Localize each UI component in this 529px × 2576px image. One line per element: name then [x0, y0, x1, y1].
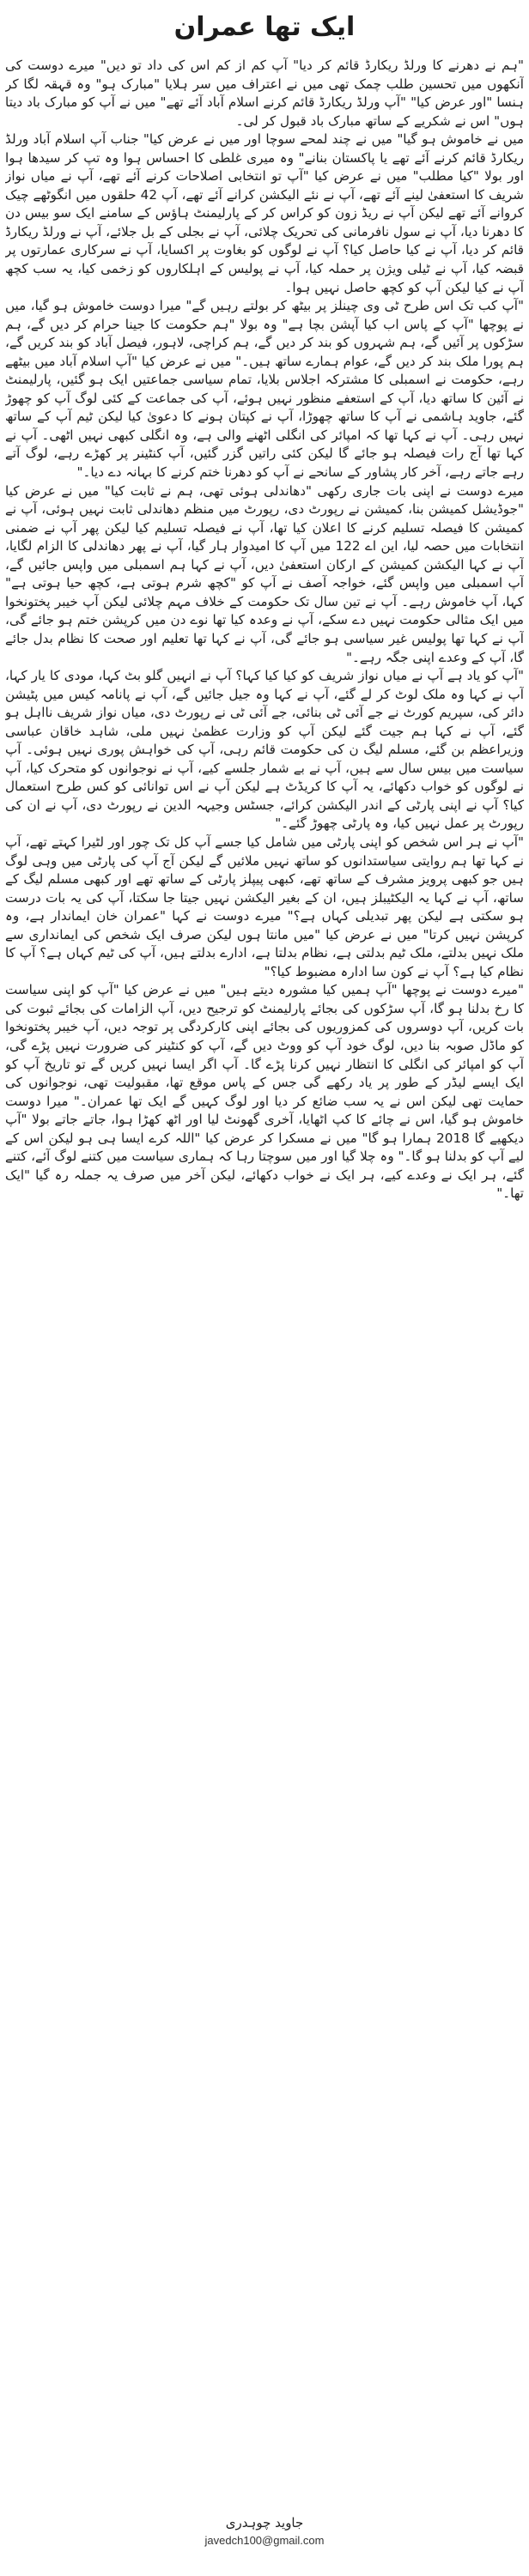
paragraph-3: "آپ کب تک اس طرح ٹی وی چینلز پر بیٹھ کر بولتے رہیں گے" میرا دوست خاموش ہو گیا، میں نے پوچھا "آپ کے پاس اب کیا آپشن بچا ہے" وہ بولا "ہم حکومت کا جینا حرام کر دیں گے، ہم سڑکوں پر آئیں گے، ہم شہروں کو بند کر دیں گے، ہم کراچی، لاہور، فیصل آباد کو بند کریں گے، ہم پورا ملک بند کر دیں گے، عوام ہمارے ساتھ ہیں۔" میں نے عرض کیا "آپ اسلام آباد میں بیٹھے رہے، حکومت نے اسمبلی کا مشترکہ اجلاس بلایا، تمام سیاسی جماعتیں ایک ہو گئیں، پارلیمنٹ نے آئین کا ساتھ دیا، آپ کے استعفے منظور نہیں ہوئے، آپ کی جماعت کے کئی لوگ آپ کو چھوڑ گئے، جاوید ہاشمی نے آپ کا ساتھ چھوڑا، آپ نے کپتان ہونے کا دعویٰ کیا لیکن ٹیم آپ کے ساتھ نہیں رہی۔ آپ نے کہا تھا کہ امپائر کی انگلی اٹھنے والی ہے، وہ انگلی کبھی نہیں اٹھی۔ آپ نے کہا تھا آج رات فیصلہ ہو جائے گا لیکن کئی راتیں گزر گئیں، آپ کنٹینر پر کھڑے رہے، لوگ آتے رہے جاتے رہے، آخر کار پشاور کے سانحے نے آپ کو دھرنا ختم کرنے کا بہانہ دے دیا۔"	[5, 298, 524, 481]
page-title: ایک تھا عمران	[173, 11, 356, 42]
paragraph-4: میرے دوست نے اپنی بات جاری رکھی "دھاندلی ہوئی تھی، ہم نے ثابت کیا" میں نے عرض کیا "جوڈیشل کمیشن بنا، کمیشن نے رپورٹ دی، رپورٹ میں منظم دھاندلی ثابت نہیں ہوئی، آپ نے کمیشن کا فیصلہ تسلیم کرنے کا اعلان کیا تھا، آپ نے فیصلہ تسلیم کیا لیکن پھر آپ نے ضمنی انتخابات میں حصہ لیا، این اے 122 میں آپ کا امیدوار ہار گیا، آپ نے پھر دھاندلی کا الزام لگایا، آپ نے کہا الیکشن کمیشن کے ارکان استعفیٰ دیں، آپ نے کہا ہم اسمبلی میں واپس جائیں گے، آپ اسمبلی میں واپس گئے، خواجہ آصف نے آپ کو "کچھ شرم ہوتی ہے، کچھ حیا ہوتی ہے" کہا، آپ خاموش رہے۔ آپ نے تین سال تک حکومت کے خلاف مہم چلائی لیکن آپ خیبر پختونخوا میں ایک مثالی حکومت نہیں دے سکے، آپ نے وعدہ کیا تھا نوے دن میں کرپشن ختم ہو جائے گی، آپ نے کہا تھا پولیس غیر سیاسی ہو جائے گی، آپ نے کہا تھا تعلیم اور صحت کا نظام بدل جائے گا، آپ کے وعدے اپنی جگہ رہے۔"	[5, 482, 524, 665]
paragraph-7: "میرے دوست نے پوچھا "آپ ہمیں کیا مشورہ دیتے ہیں" میں نے عرض کیا "آپ کو اپنی سیاست کا رخ بدلنا ہو گا، آپ سڑکوں کی بجائے پارلیمنٹ کو ترجیح دیں، آپ الزامات کی بجائے ثبوت کی بات کریں، آپ دوسروں کی کمزوریوں کی بجائے اپنی کارکردگی پر توجہ دیں، آپ خیبر پختونخوا کو ماڈل صوبہ بنا دیں، لوگ خود آپ کو ووٹ دیں گے، آپ کو کنٹینر کی ضرورت نہیں پڑے گی، آپ کو امپائر کی انگلی کا انتظار نہیں کرنا پڑے گا۔ آپ اگر ایسا نہیں کریں گے تو تاریخ آپ کو ایک ایسے لیڈر کے طور پر یاد رکھے گی جس کے پاس موقع تھا، مقبولیت تھی، نوجوانوں کی حمایت تھی لیکن اس نے یہ سب ضائع کر دیا اور لوگ کہیں گے ایک تھا عمران۔" میرا دوست خاموش ہو گیا، اس نے چائے کا کپ اٹھایا، آخری گھونٹ لیا اور اٹھ کھڑا ہوا، جاتے جاتے بولا "آپ دیکھیے گا 2018 ہمارا ہو گا" میں نے مسکرا کر عرض کیا "اللہ کرے ایسا ہی ہو لیکن اس کے لیے آپ کو بدلنا ہو گا۔" وہ چلا گیا اور میں سوچتا رہا کہ ہماری سیاست میں کتنے لوگ آئے، کتنے گئے، ہر ایک نے وعدے کیے، ہر ایک نے خواب دکھائے، لیکن آخر میں صرف یہ جملہ رہ گیا "ایک تھا۔"	[5, 982, 524, 1202]
byline	[0, 2513, 529, 2555]
author-name: جاوید چوہدری	[225, 2515, 304, 2531]
paragraph-2: میں نے خاموش ہو گیا" میں نے چند لمحے سوچا اور میں نے عرض کیا" جناب آپ اسلام آباد ورلڈ ریکارڈ قائم کرنے آئے تھے یا پاکستان بنانے" وہ میری غلطی کا احساس ہوا وہ تپ کر سیدھا ہوا اور بولا "کیا مطلب" میں نے عرض کیا "آپ تو انتخابی اصلاحات کرنے آئے تھے، آپ نے میاں نواز شریف کا استعفیٰ لینے آئے تھے، آپ نے نئے الیکشن کرانے آئے تھے، آپ 42 حلقوں میں انگوٹھے چیک کروانے آئے تھے لیکن آپ نے ریڈ زون کو کراس کر کے پارلیمنٹ ہاؤس کے سامنے ایک سو بیس دن کا دھرنا دیا، آپ نے سول نافرمانی کی تحریک چلائی، آپ نے بجلی کے بل جلائے، آپ نے ورلڈ ریکارڈ قائم کر دیا، آپ نے کیا حاصل کیا؟ آپ نے لوگوں کو بغاوت پر اکسایا، آپ نے سرکاری عمارتوں پر قبضہ کیا، آپ نے ٹیلی ویژن پر حملہ کیا، آپ نے پولیس کے اہلکاروں کو زخمی کیا، یہ سب کچھ آپ نے کیا لیکن آپ کو کچھ حاصل نہیں ہوا۔	[5, 131, 524, 295]
paragraph-1: "ہم نے دھرنے کا ورلڈ ریکارڈ قائم کر دیا" آپ کم از کم اس کی داد تو دیں" میرے دوست کی آنکھوں میں تحسین طلب چمک تھی میں نے اعتراف میں سر ہلایا "مبارک ہو" وہ قہقہ لگا کر ہنسا "اور عرض کیا" "آپ ورلڈ ریکارڈ قائم کرنے اسلام آباد آئے تھے" میں نے آپ کو مبارک باد دیتا ہوں" اس نے شکریے کے ساتھ مبارک باد قبول کر لی۔	[5, 58, 524, 129]
paragraph-6: "آپ نے ہر اس شخص کو اپنی پارٹی میں شامل کیا جسے آپ کل تک چور اور لٹیرا کہتے تھے، آپ نے کہا تھا ہم روایتی سیاستدانوں کو ساتھ نہیں ملائیں گے لیکن آج آپ کی پارٹی میں وہی لوگ ہیں جو کبھی پرویز مشرف کے ساتھ تھے، کبھی پیپلز پارٹی کے ساتھ تھے اور کبھی مسلم لیگ کے ساتھ، آپ نے کہا یہ الیکٹیبلز ہیں، ان کے بغیر الیکشن نہیں جیتا جا سکتا، آپ کی یہ بات درست ہو سکتی ہے لیکن پھر تبدیلی کہاں ہے؟" میرے دوست نے کہا "عمران خان ایماندار ہے، وہ کرپشن نہیں کرتا" میں نے عرض کیا "میں مانتا ہوں لیکن صرف ایک شخص کی ایمانداری سے ملک نہیں بدلتے، ملک ٹیم بدلتی ہے، نظام بدلتا ہے، ادارے بدلتے ہیں، آپ کی ٹیم کہاں ہے؟ آپ کا نظام کیا ہے؟ آپ نے کون سا ادارہ مضبوط کیا؟"	[5, 833, 524, 979]
author-email: javedch100@gmail.com	[204, 2534, 325, 2547]
title-bar	[0, 7, 529, 46]
paragraph-5: "آپ کو یاد ہے آپ نے میاں نواز شریف کو کیا کیا کہا؟ آپ نے انہیں گلو بٹ کہا، مودی کا یار کہا، آپ نے کہا وہ ملک لوٹ کر لے گئے، آپ نے کہا وہ جیل جائیں گے، آپ نے پانامہ کیس میں پٹیشن دائر کی، سپریم کورٹ نے جے آئی ٹی بنائی، جے آئی ٹی نے رپورٹ دی، میاں نواز شریف نااہل ہو گئے، آپ نے کہا ہم جیت گئے لیکن آپ کو وزارت عظمیٰ نہیں ملی، شاہد خاقان عباسی وزیراعظم بن گئے، مسلم لیگ ن کی حکومت قائم رہی، آپ کی خواہش پوری نہیں ہوئی۔ آپ سیاست میں بیس سال سے ہیں، آپ نے بے شمار جلسے کیے، آپ نے نوجوانوں کو متحرک کیا، آپ نے لوگوں کو خواب دکھائے، یہ آپ کا کریڈٹ ہے لیکن آپ نے اس توانائی کو کس طرح استعمال کیا؟ آپ نے اپنی پارٹی کے اندر الیکشن کرائے، جسٹس وجیہہ الدین نے رپورٹ دی، آپ نے ان کی رپورٹ پر عمل نہیں کیا، وہ پارٹی چھوڑ گئے۔"	[5, 668, 524, 832]
article-body	[5, 57, 524, 2501]
